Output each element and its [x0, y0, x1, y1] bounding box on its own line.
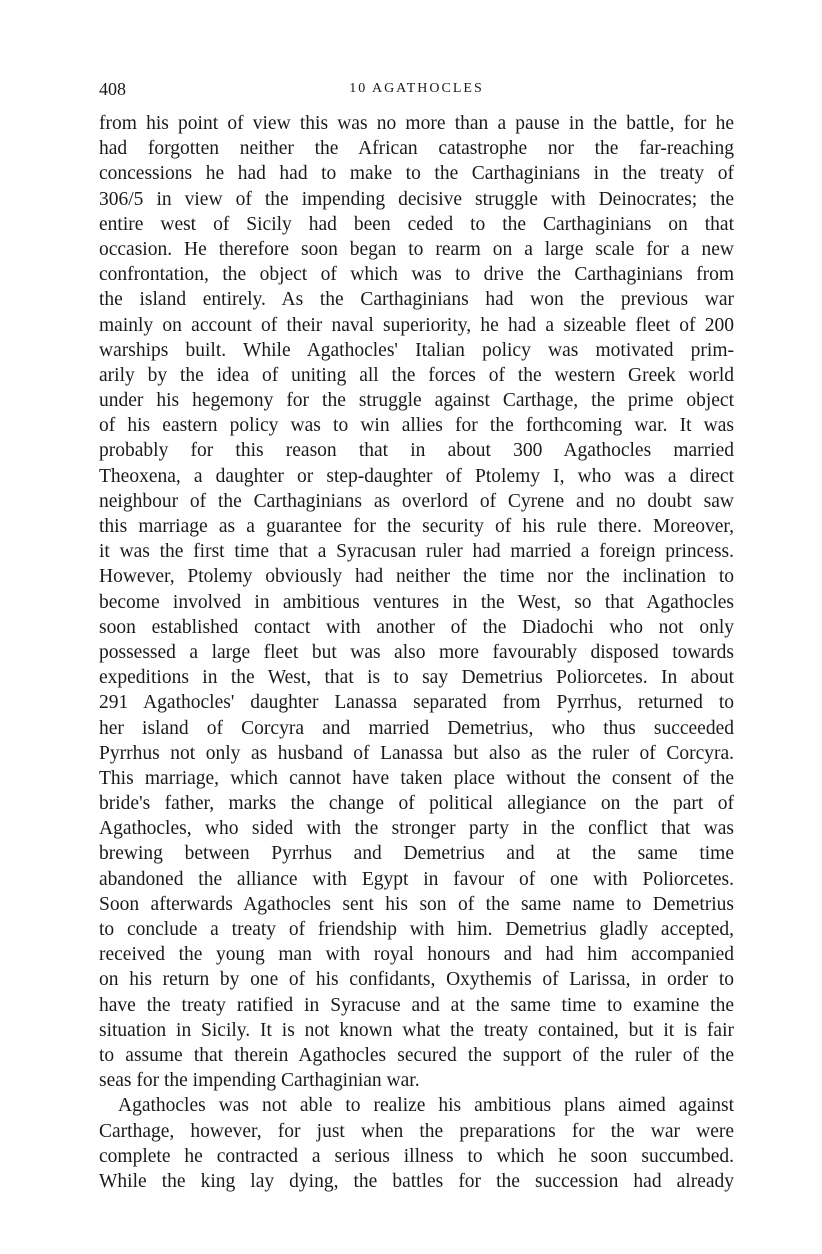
text-line: occasion. He therefore soon began to rearm on a large scale for a new	[99, 238, 734, 260]
text-line: probably for this reason that in about 300 Agathocles married	[99, 440, 734, 462]
text-line: on his return by one of his confidants, Oxythemis of Larissa, in order to	[99, 969, 734, 991]
text-line: complete he contracted a serious illness to which he soon succumbed.	[99, 1145, 734, 1167]
paragraph	[99, 1093, 734, 1194]
text-line: Agathocles, who sided with the stronger party in the conflict that was	[99, 818, 734, 840]
text-line: 306/5 in view of the impending decisive struggle with Deinocrates; the	[99, 188, 734, 210]
paragraph	[99, 111, 734, 1093]
text-line: possessed a large fleet but was also more favourably disposed towards	[99, 641, 734, 663]
text-line: under his hegemony for the struggle against Carthage, the prime object	[99, 390, 734, 412]
text-line: expeditions in the West, that is to say Demetrius Poliorcetes. In about	[99, 667, 734, 689]
text-line: the island entirely. As the Carthaginians had won the previous war	[99, 289, 734, 311]
text-line: abandoned the alliance with Egypt in favour of one with Poliorcetes.	[99, 868, 734, 890]
text-line: have the treaty ratified in Syracuse and at the same time to examine the	[99, 994, 734, 1016]
text-line: While the king lay dying, the battles for the succession had already	[99, 1170, 734, 1192]
text-line: warships built. While Agathocles' Italian policy was motivated prim-	[99, 339, 734, 361]
text-line: However, Ptolemy obviously had neither the time nor the inclination to	[99, 566, 734, 588]
page-header	[99, 79, 734, 103]
text-line: become involved in ambitious ventures in the West, so that Agathocles	[99, 591, 734, 613]
text-line: arily by the idea of uniting all the forces of the western Greek world	[99, 364, 734, 386]
text-line: Pyrrhus not only as husband of Lanassa but also as the ruler of Corcyra.	[99, 742, 734, 764]
text-line: concessions he had had to make to the Carthaginians in the treaty of	[99, 163, 734, 185]
page-number: 408	[99, 79, 126, 99]
text-line: it was the first time that a Syracusan ruler had married a foreign princess.	[99, 541, 734, 563]
text-line: to assume that therein Agathocles secured the support of the ruler of the	[99, 1044, 734, 1066]
text-line: situation in Sicily. It is not known what the treaty contained, but it is fair	[99, 1019, 734, 1041]
text-line: 291 Agathocles' daughter Lanassa separated from Pyrrhus, returned to	[99, 692, 734, 714]
text-line: mainly on account of their naval superiority, he had a sizeable fleet of 200	[99, 314, 734, 336]
text-line: confrontation, the object of which was to drive the Carthaginians from	[99, 264, 734, 286]
text-line: neighbour of the Carthaginians as overlord of Cyrene and no doubt saw	[99, 490, 734, 512]
text-line: brewing between Pyrrhus and Demetrius and at the same time	[99, 843, 734, 865]
text-line: from his point of view this was no more than a pause in the battle, for he	[99, 113, 734, 134]
text-line: This marriage, which cannot have taken place without the consent of the	[99, 767, 734, 789]
body-text	[99, 111, 734, 1194]
text-line: this marriage as a guarantee for the security of his rule there. Moreover,	[99, 516, 734, 537]
text-line: soon established contact with another of the Diadochi who not only	[99, 616, 734, 638]
text-line: entire west of Sicily had been ceded to the Carthaginians on that	[99, 213, 734, 235]
text-line: Carthage, however, for just when the preparations for the war were	[99, 1120, 734, 1142]
text-line: Soon afterwards Agathocles sent his son of the same name to Demetrius	[99, 893, 734, 915]
text-line: received the young man with royal honours and had him accompanied	[99, 944, 734, 966]
text-line: seas for the impending Carthaginian war.	[99, 1070, 420, 1092]
text-line: bride's father, marks the change of political allegiance on the part of	[99, 793, 734, 815]
text-line: of his eastern policy was to win allies for the forthcoming war. It was	[99, 415, 734, 437]
text-line: had forgotten neither the African catastrophe nor the far-reaching	[99, 138, 734, 160]
running-head: 10 AGATHOCLES	[349, 81, 484, 96]
text-line: Agathocles was not able to realize his ambitious plans aimed against	[118, 1095, 734, 1117]
text-line: her island of Corcyra and married Demetrius, who thus succeeded	[99, 717, 734, 739]
text-line: Theoxena, a daughter or step-daughter of Ptolemy I, who was a direct	[99, 465, 734, 487]
text-line: to conclude a treaty of friendship with him. Demetrius gladly accepted,	[99, 919, 734, 940]
